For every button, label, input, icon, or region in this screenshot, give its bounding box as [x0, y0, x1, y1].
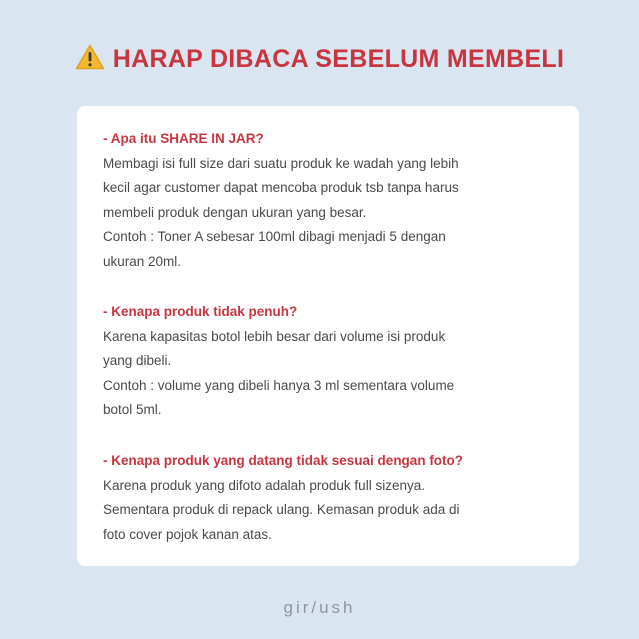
brand-logo-text: gir/ush	[283, 598, 356, 617]
info-card	[77, 106, 579, 566]
section-not-full	[103, 300, 563, 423]
section-text-line: Membagi isi full size dari suatu produk ke wadah yang lebih	[103, 155, 459, 171]
section-text-line: membeli produk dengan ukuran yang besar.	[103, 204, 367, 220]
section-heading: - Apa itu SHARE IN JAR?	[103, 131, 264, 146]
warning-icon	[75, 44, 105, 70]
section-text-line: Contoh : Toner A sebesar 100ml dibagi menjadi 5 dengan	[103, 229, 446, 244]
section-text-line: yang dibeli.	[103, 353, 172, 368]
section-heading: - Kenapa produk tidak penuh?	[103, 304, 298, 319]
section-text-line: kecil agar customer dapat mencoba produk tsb tanpa harus	[103, 180, 459, 195]
section-share-in-jar	[103, 127, 563, 274]
section-text-line: Karena kapasitas botol lebih besar dari volume isi produk	[103, 328, 446, 344]
section-text-line: Karena produk yang difoto adalah produk full sizenya.	[103, 477, 425, 493]
section-text-line: ukuran 20ml.	[103, 253, 182, 269]
section-text-line: foto cover pojok kanan atas.	[103, 526, 272, 542]
section-heading: - Kenapa produk yang datang tidak sesuai dengan foto?	[103, 453, 464, 468]
section-text-line: botol 5ml.	[103, 402, 162, 417]
section-text-line: Sementara produk di repack ulang. Kemasan produk ada di	[103, 502, 460, 517]
section-text-line: Contoh : volume yang dibeli hanya 3 ml sementara volume	[103, 377, 455, 393]
page-title	[0, 44, 639, 74]
title-text: HARAP DIBACA SEBELUM MEMBELI	[112, 45, 565, 73]
section-photo-mismatch	[103, 449, 563, 547]
